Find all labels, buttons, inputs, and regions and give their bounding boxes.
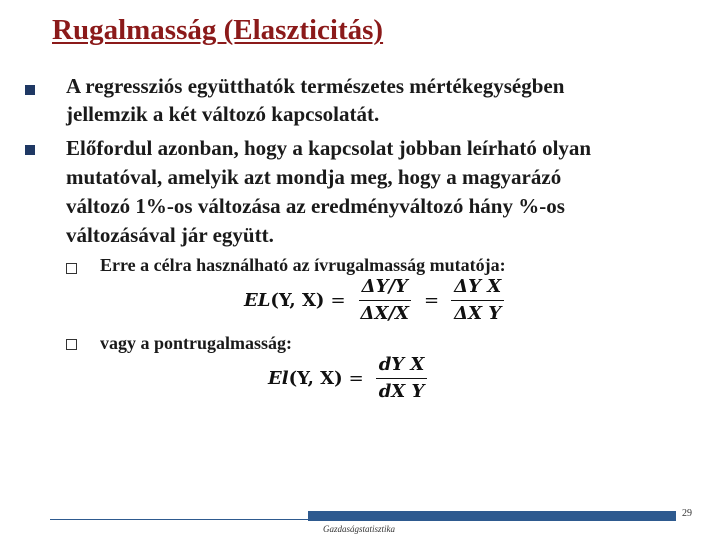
- bullet-1-line-2: jellemzik a két változó kapcsolatát.: [66, 102, 380, 126]
- point-elasticity-formula: [268, 354, 433, 403]
- formula-2-fraction: [376, 354, 428, 403]
- slide-title: Rugalmasság (Elaszticitás): [52, 14, 384, 46]
- sub-bullet-1-text: Erre a célra használható az ívrugalmasság mutatója:: [100, 255, 506, 275]
- formula-1-equals-2: =: [424, 290, 440, 311]
- formula-2-numerator: dY X: [376, 354, 428, 379]
- formula-2-lhs-args: (Y, X): [288, 368, 343, 389]
- page-number: 29: [682, 508, 692, 519]
- bullet-1-line-1: A regressziós együtthatók természetes mértékegységben: [66, 74, 565, 98]
- formula-2-denominator: dX Y: [378, 381, 425, 402]
- footer-course-name: Gazdaságstatisztika: [323, 524, 396, 534]
- formula-1-frac-1-denominator: ΔX/X: [360, 303, 410, 324]
- formula-1-frac-1-numerator: ΔY/Y: [359, 276, 411, 301]
- formula-1-fraction-2: [451, 276, 504, 325]
- formula-2-equals: =: [348, 368, 364, 389]
- formula-1-lhs-name: EL: [244, 290, 271, 311]
- bullet-2-line-1: Előfordul azonban, hogy a kapcsolat jobban leírható olyan: [66, 136, 592, 160]
- formula-1-frac-2-denominator: ΔX Y: [454, 303, 502, 324]
- sub-bullet-2-text: vagy a pontrugalmasság:: [100, 333, 293, 353]
- square-bullet-icon: [25, 85, 35, 95]
- square-bullet-icon: [25, 145, 35, 155]
- bullet-2-line-4: változásával jár együtt.: [66, 223, 274, 247]
- formula-2-lhs-name: El: [268, 368, 289, 389]
- formula-1-fraction-1: [358, 276, 412, 325]
- footer-accent-bar: [308, 511, 676, 521]
- bullet-2-line-2: mutatóval, amelyik azt mondja meg, hogy a magyarázó: [66, 165, 562, 189]
- hollow-square-bullet-icon: [66, 339, 77, 350]
- formula-1-lhs-args: (Y, X): [270, 290, 325, 311]
- hollow-square-bullet-icon: [66, 263, 77, 274]
- bullet-2-line-3: változó 1%-os változása az eredményváltozó hány %-os: [66, 194, 565, 218]
- formula-1-frac-2-numerator: ΔY X: [451, 276, 504, 301]
- formula-1-equals-1: =: [330, 290, 346, 311]
- arc-elasticity-formula: [244, 276, 510, 325]
